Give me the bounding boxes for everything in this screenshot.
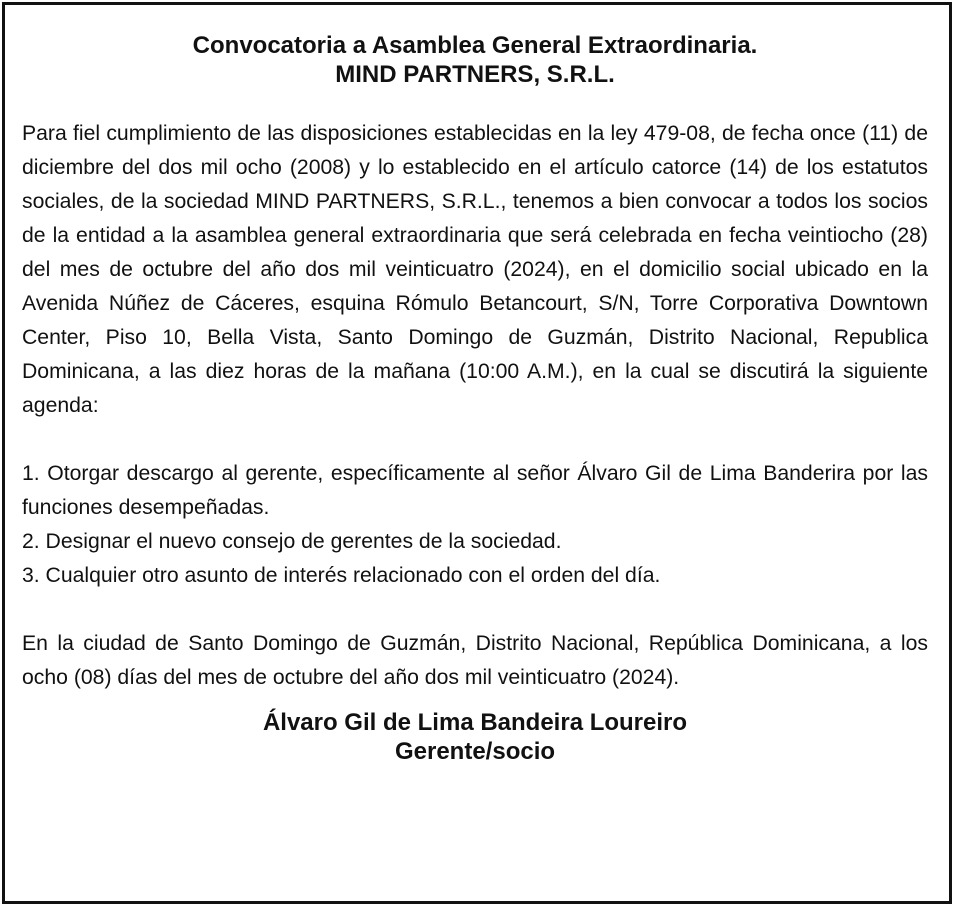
agenda-item-1: 1. Otorgar descargo al gerente, específicamente al señor Álvaro Gil de Lima Banderira por las funciones desempeñadas.	[22, 462, 928, 519]
convocation-paragraph: Para fiel cumplimiento de las disposiciones establecidas en la ley 479-08, de fecha once (11) de diciembre del dos mil ocho (2008) y lo establecido en el artículo catorce (14) de los estatutos sociales, de la sociedad MIND PARTNERS, S.R.L., tenemos a bien convocar a todos los socios de la entidad a la asamblea general extraordinaria que será celebrada en fecha veintiocho (28) del mes de octubre del año dos mil veinticuatro (2024), en el domicilio social ubicado en la Avenida Núñez de Cáceres, esquina Rómulo Betancourt, S/N, Torre Corporativa Downtown Center, Piso 10, Bella Vista, Santo Domingo de Guzmán, Distrito Nacional, Republica Dominicana, a las diez horas de la mañana (10:00 A.M.), en la cual se discutirá la siguiente agenda:	[22, 122, 928, 417]
company-name: MIND PARTNERS, S.R.L.	[335, 61, 615, 88]
closing-paragraph: En la ciudad de Santo Domingo de Guzmán, Distrito Nacional, República Dominicana, a los ocho (08) días del mes de octubre del año dos mil veinticuatro (2024).	[22, 632, 928, 689]
agenda-item-2: 2. Designar el nuevo consejo de gerentes de la sociedad.	[22, 530, 562, 553]
agenda-list	[22, 457, 928, 593]
notice-title: Convocatoria a Asamblea General Extraordinaria.	[192, 32, 758, 59]
signatory-name: Álvaro Gil de Lima Bandeira Loureiro	[262, 709, 688, 736]
agenda-item-3: 3. Cualquier otro asunto de interés relacionado con el orden del día.	[22, 564, 661, 587]
signatory-role: Gerente/socio	[394, 738, 556, 765]
notice-content	[22, 31, 928, 766]
notice-frame	[2, 2, 952, 904]
signature-block	[22, 708, 928, 766]
